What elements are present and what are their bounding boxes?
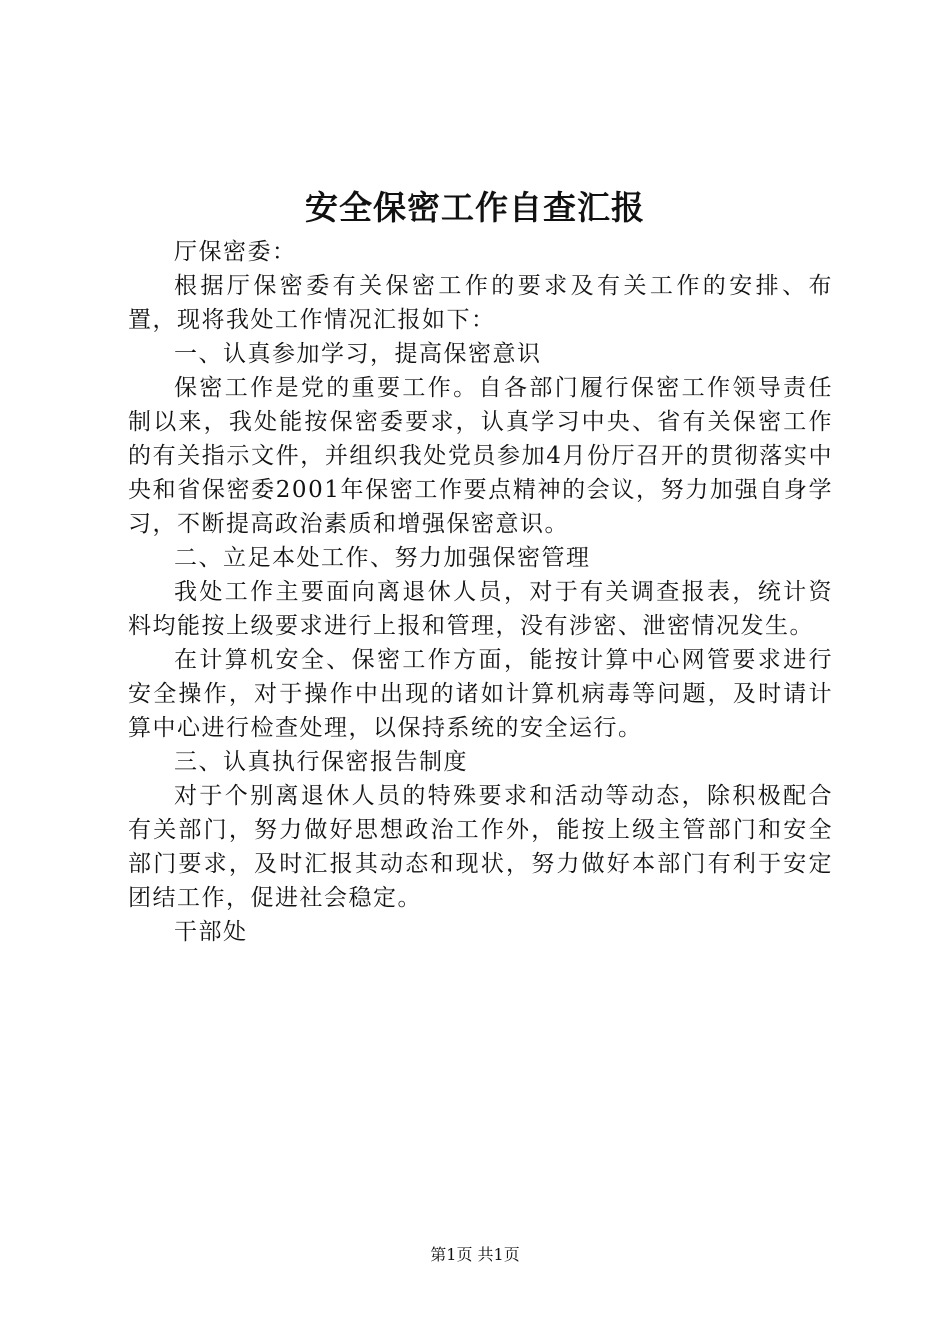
section-heading-1: 一、认真参加学习，提高保密意识 bbox=[174, 341, 542, 367]
page-number-footer: 第1页 共1页 bbox=[430, 1245, 520, 1264]
section-3-paragraph: 对于个别离退休人员的特殊要求和活动等动态，除积极配合有关部门，努力做好思想政治工作外，能按上级主管部门和安全部门要求，及时汇报其动态和现状，努力做好本部门有利于安定团结工作，促进社会稳定。 bbox=[128, 783, 833, 911]
section-heading-3: 三、认真执行保密报告制度 bbox=[174, 749, 468, 775]
document-body bbox=[128, 235, 833, 949]
section-2-paragraph-1: 我处工作主要面向离退休人员，对于有关调查报表，统计资料均能按上级要求进行上报和管理，没有涉密、泄密情况发生。 bbox=[128, 579, 833, 639]
section-1-paragraph: 保密工作是党的重要工作。自各部门履行保密工作领导责任制以来，我处能按保密委要求，认真学习中央、省有关保密工作的有关指示文件，并组织我处党员参加4月份厅召开的贯彻落实中央和省保密委2001年保密工作要点精神的会议，努力加强自身学习，不断提高政治素质和增强保密意识。 bbox=[128, 375, 833, 537]
salutation: 厅保密委： bbox=[174, 239, 297, 265]
intro-paragraph: 根据厅保密委有关保密工作的要求及有关工作的安排、布置，现将我处工作情况汇报如下： bbox=[128, 273, 833, 333]
document-title: 安全保密工作自查汇报 bbox=[305, 188, 645, 227]
signature-department: 干部处 bbox=[174, 919, 248, 945]
section-2-paragraph-2: 在计算机安全、保密工作方面，能按计算中心网管要求进行安全操作，对于操作中出现的诸如计算机病毒等问题，及时请计算中心进行检查处理，以保持系统的安全运行。 bbox=[128, 647, 833, 741]
section-heading-2: 二、立足本处工作、努力加强保密管理 bbox=[174, 545, 591, 571]
